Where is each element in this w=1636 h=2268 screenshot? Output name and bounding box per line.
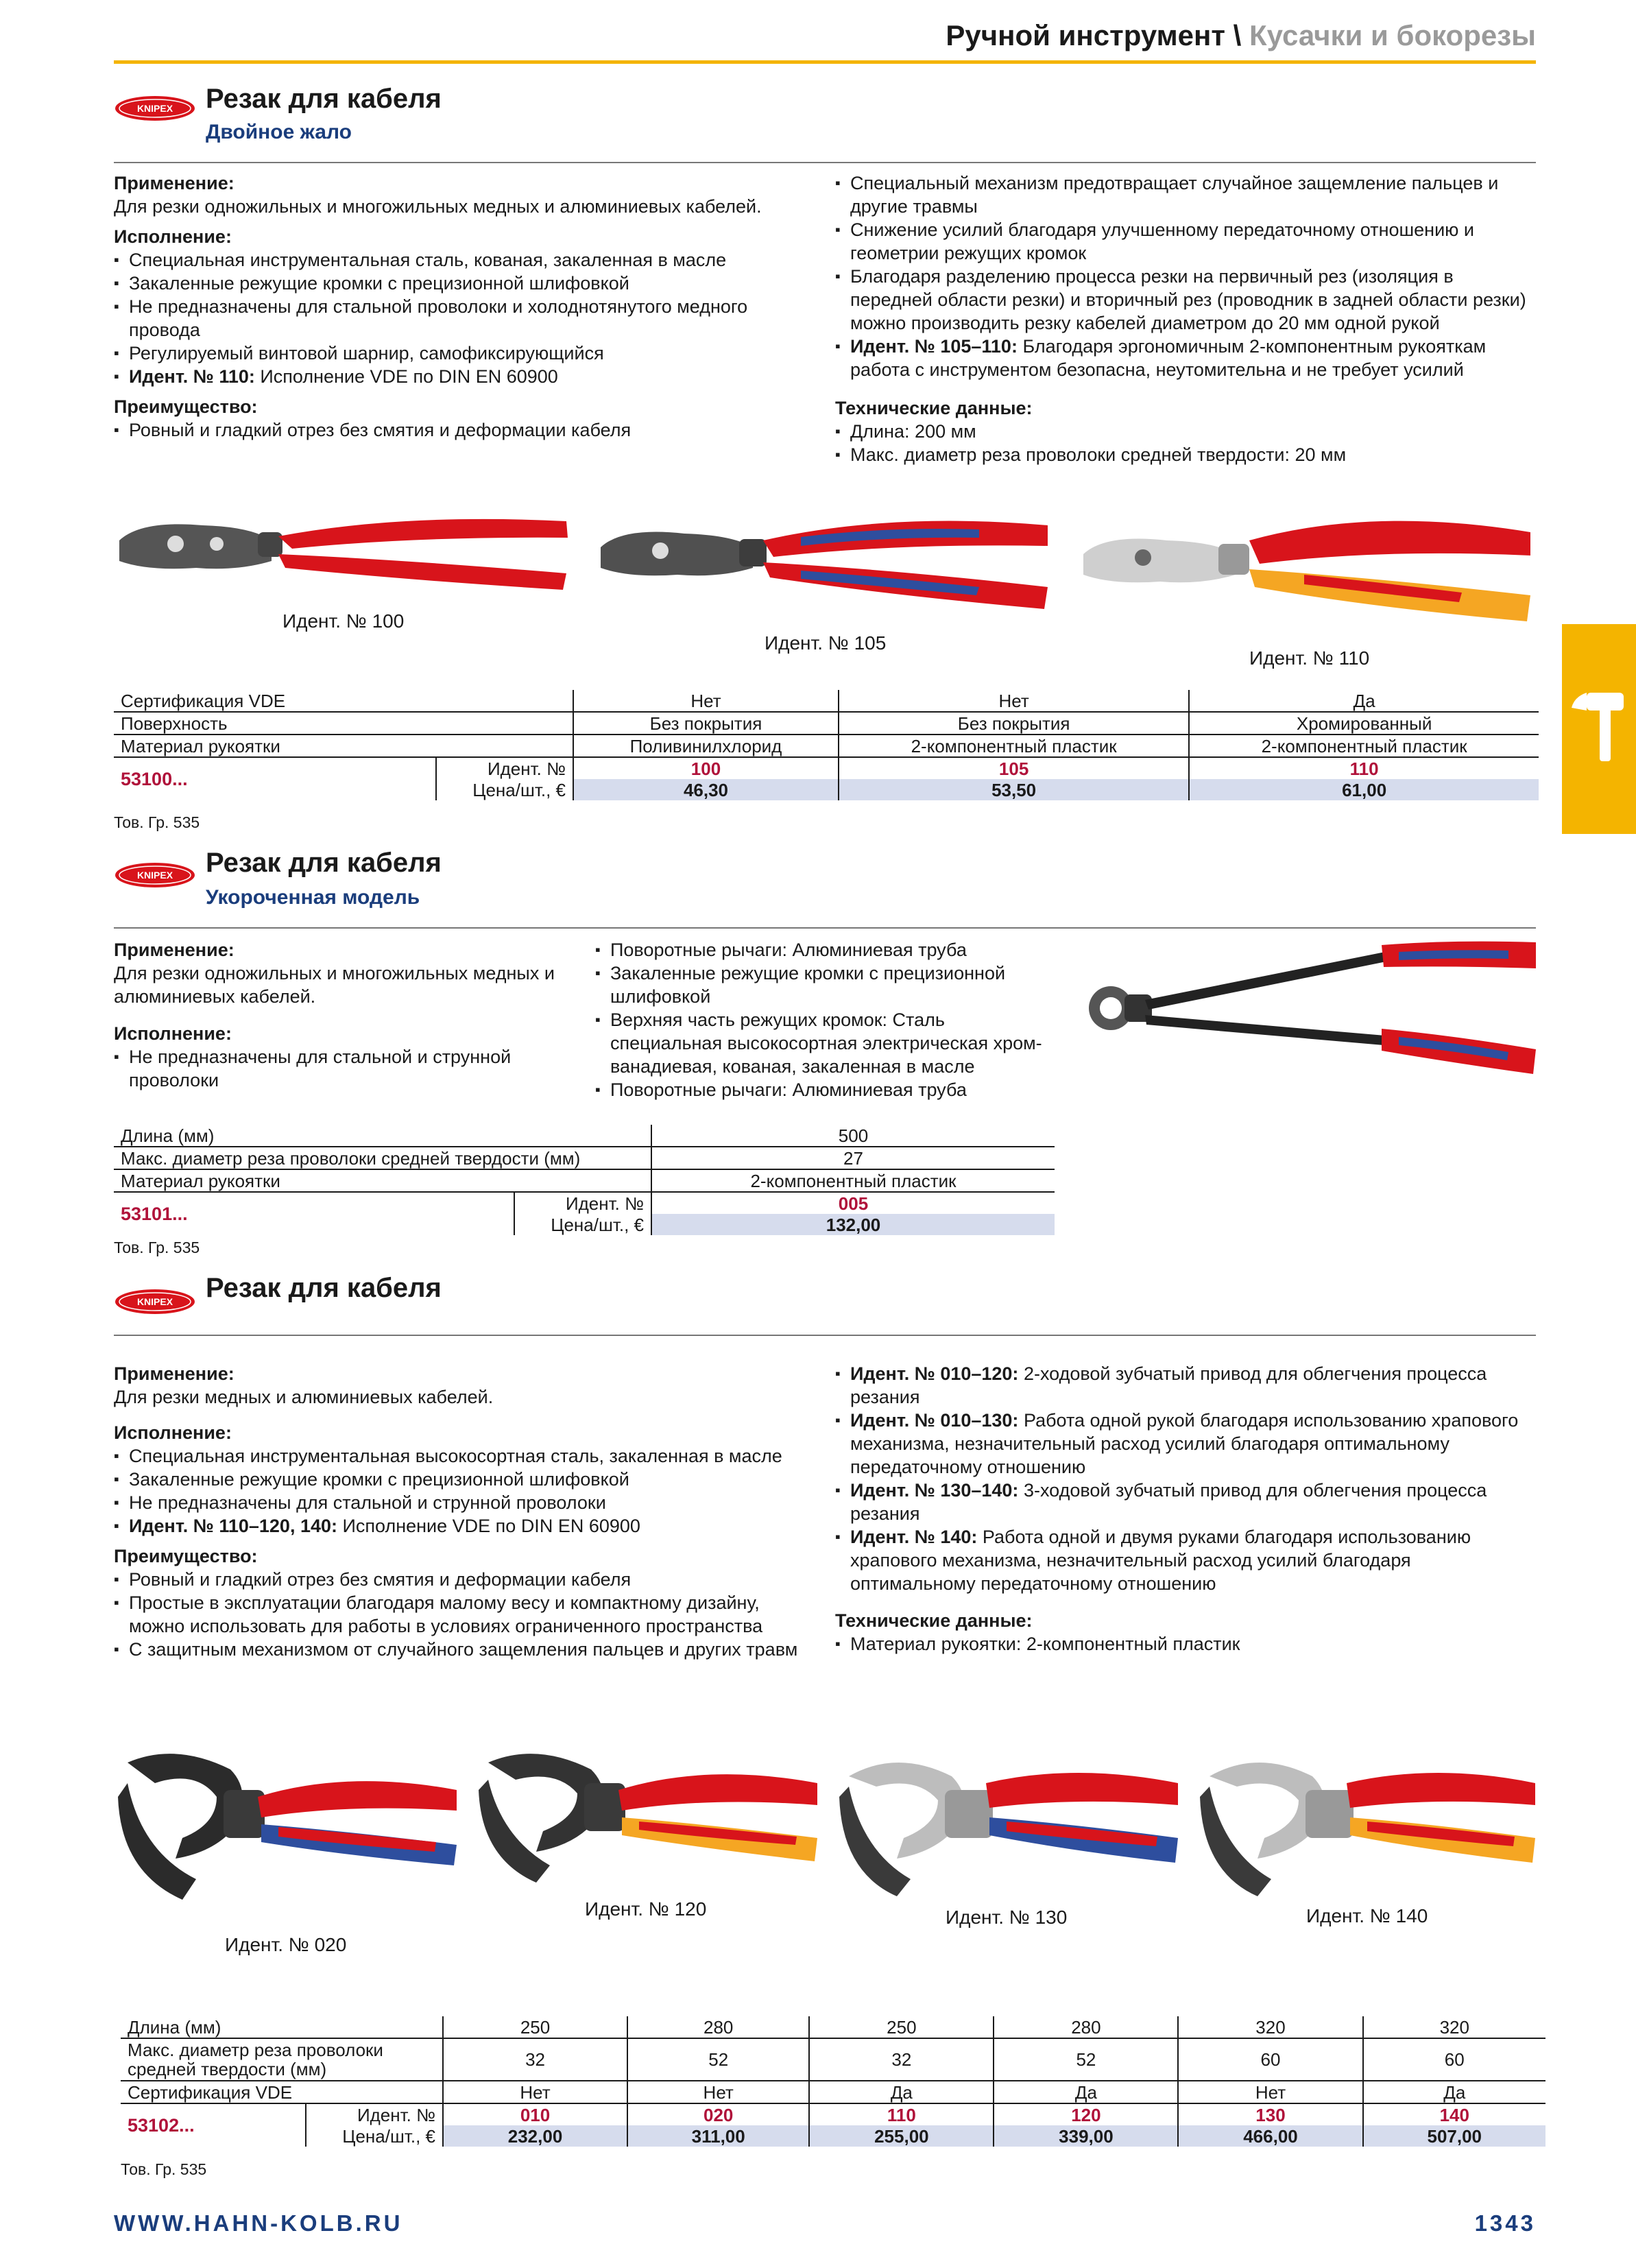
design-heading: Исполнение:	[114, 1023, 232, 1044]
cell: 52	[627, 2038, 809, 2081]
article-number[interactable]: 53102...	[128, 2115, 195, 2136]
product-image-005	[1070, 933, 1543, 1084]
row-label: Макс. диаметр реза проволоки средней твердости (мм)	[114, 1147, 651, 1169]
bold-prefix: Идент. № 010–120:	[850, 1363, 1019, 1384]
cell: Поливинилхлорид	[573, 735, 839, 757]
knipex-logo	[114, 861, 196, 889]
application-text: Для резки одножильных и многожильных медных и алюминиевых кабелей.	[114, 963, 555, 1007]
bold-prefix: Идент. № 010–130:	[850, 1410, 1019, 1431]
header-category: Ручной инструмент	[946, 19, 1225, 51]
price-cell: 255,00	[809, 2125, 994, 2147]
caption-120: Идент. № 120	[585, 1898, 707, 1920]
ident-cell[interactable]: 110	[1189, 757, 1539, 779]
advantage-list	[114, 418, 806, 442]
caption-110: Идент. № 110	[1249, 647, 1370, 669]
product-image-100	[114, 506, 573, 602]
design-list	[114, 1045, 580, 1092]
price-cell: 61,00	[1189, 779, 1539, 800]
section3-right-text	[835, 1362, 1536, 1662]
item-text: Исполнение VDE по DIN EN 60900	[342, 1516, 640, 1536]
section3-title: Резак для кабеля	[206, 1273, 442, 1303]
page-header	[946, 19, 1536, 52]
table-row	[114, 1169, 1055, 1192]
application-text: Для резки одножильных и многожильных медных и алюминиевых кабелей.	[114, 196, 762, 217]
page-number: 1343	[1474, 2210, 1536, 2236]
cell: 60	[1178, 2038, 1362, 2081]
price-cell: 46,30	[573, 779, 839, 800]
table-row	[114, 690, 1539, 712]
list-item: ▪ Не предназначены для стальной и струнной проволоки	[114, 1045, 580, 1092]
table-row	[121, 2016, 1545, 2038]
list-item: ▪ Закаленные режущие кромки с прецизионной шлифовкой	[595, 962, 1048, 1008]
ident-cell[interactable]: 005	[651, 1192, 1055, 1214]
product-image-105	[595, 506, 1055, 616]
section1-rule	[114, 162, 1536, 163]
price-cell: 339,00	[994, 2125, 1178, 2147]
cell: Хромированный	[1189, 712, 1539, 735]
cell: Нет	[1178, 2081, 1362, 2103]
svg-text:KNIPEX: KNIPEX	[136, 1296, 173, 1307]
list-item: ▪ Регулируемый винтовой шарнир, самофиксирующийся	[114, 342, 806, 365]
list-item: ▪ Материал рукоятки: 2-компонентный пластик	[835, 1632, 1536, 1656]
row-label: Длина (мм)	[121, 2016, 443, 2038]
section1-tov-gr: Тов. Гр. 535	[114, 813, 200, 831]
section1-left-text	[114, 171, 806, 449]
product-image-130	[835, 1742, 1185, 1907]
section1-right-text	[835, 171, 1536, 473]
caption-100: Идент. № 100	[282, 610, 405, 632]
header-rule	[114, 60, 1536, 64]
list-item	[835, 1525, 1536, 1595]
table-row	[114, 735, 1539, 757]
price-cell: 132,00	[651, 1214, 1055, 1235]
cell: 280	[994, 2016, 1178, 2038]
table-row	[114, 712, 1539, 735]
cell: 32	[809, 2038, 994, 2081]
cell: Да	[809, 2081, 994, 2103]
list-item: ▪ Поворотные рычаги: Алюминиевая труба	[595, 1078, 1048, 1101]
row-label: Сертификация VDE	[121, 2081, 443, 2103]
cell: 60	[1363, 2038, 1545, 2081]
ident-cell[interactable]: 010	[443, 2103, 627, 2125]
design-heading: Исполнение:	[114, 226, 232, 247]
advantage-heading: Преимущество:	[114, 1546, 258, 1566]
tech-list	[835, 1632, 1536, 1656]
ident-cell[interactable]: 105	[839, 757, 1189, 779]
list-item	[114, 1514, 806, 1538]
design-list	[114, 1444, 806, 1538]
list-item	[835, 1479, 1536, 1525]
knipex-logo	[114, 95, 196, 122]
cell: 2-компонентный пластик	[651, 1169, 1055, 1192]
list-item: ▪ Простые в эксплуатации благодаря малому весу и компактному дизайну, можно использовать для работы в условиях ограниченного пространства	[114, 1591, 806, 1638]
item-text: Исполнение VDE по DIN EN 60900	[260, 366, 558, 387]
row-label: Материал рукоятки	[114, 735, 573, 757]
list-item	[114, 365, 806, 388]
caption-105: Идент. № 105	[765, 632, 887, 654]
list-item: ▪ Не предназначены для стальной и струнной проволоки	[114, 1491, 806, 1514]
section2-spec-table	[114, 1125, 1055, 1235]
caption-020: Идент. № 020	[225, 1934, 347, 1955]
section1-spec-table	[114, 690, 1539, 800]
application-heading: Применение:	[114, 940, 234, 960]
item-text: Работа одной и двумя руками благодаря использованию храпового механизма, незначительный расход усилий благодаря оптимальному передаточному отношению	[850, 1527, 1471, 1594]
list-item: ▪ Специальная инструментальная высокосортная сталь, закаленная в масле	[114, 1444, 806, 1468]
product-image-020	[114, 1742, 464, 1920]
header-subcategory: Кусачки и бокорезы	[1249, 19, 1536, 51]
svg-text:KNIPEX: KNIPEX	[136, 103, 173, 114]
article-number[interactable]: 53101...	[121, 1204, 188, 1224]
cell: Нет	[627, 2081, 809, 2103]
cell: 250	[809, 2016, 994, 2038]
cell: Нет	[573, 690, 839, 712]
section2-title: Резак для кабеля	[206, 848, 442, 878]
svg-text:KNIPEX: KNIPEX	[136, 870, 173, 881]
footer-url[interactable]: WWW.HAHN-KOLB.RU	[114, 2210, 403, 2236]
ident-cell[interactable]: 130	[1178, 2103, 1362, 2125]
list-item: ▪ Верхняя часть режущих кромок: Сталь специальная высокосортная электрическая хром-ванадиевая, кованая, закаленная в масле	[595, 1008, 1048, 1078]
table-row	[114, 1147, 1055, 1169]
application-heading: Применение:	[114, 173, 234, 193]
list-item: ▪ Снижение усилий благодаря улучшенному передаточному отношению и геометрии режущих кромок	[835, 218, 1536, 265]
cell: 280	[627, 2016, 809, 2038]
cell: 52	[994, 2038, 1178, 2081]
ident-label: Идент. №	[436, 757, 573, 779]
item-text: Благодаря эргономичным 2-компонентным рукояткам работа с инструментом безопасна, неутомительна и не требует усилий	[850, 336, 1487, 380]
list-item	[835, 1362, 1536, 1409]
table-row	[121, 2103, 1545, 2125]
list-item: ▪ Закаленные режущие кромки с прецизионной шлифовкой	[114, 272, 806, 295]
cell: 250	[443, 2016, 627, 2038]
price-cell: 466,00	[1178, 2125, 1362, 2147]
section2-mid-text	[595, 938, 1048, 1108]
price-cell: 232,00	[443, 2125, 627, 2147]
table-row	[121, 2081, 1545, 2103]
row-label: Макс. диаметр реза проволоки средней твердости (мм)	[121, 2038, 443, 2081]
ident-cell[interactable]: 100	[573, 757, 839, 779]
feature-list	[835, 171, 1536, 381]
bold-prefix: Идент. № 140:	[850, 1527, 978, 1547]
section2-subtitle: Укороченная модель	[206, 886, 420, 909]
side-tab[interactable]	[1562, 624, 1636, 834]
list-item: ▪ Поворотные рычаги: Алюминиевая труба	[595, 938, 1048, 962]
ident-cell[interactable]: 120	[994, 2103, 1178, 2125]
section2-tov-gr: Тов. Гр. 535	[114, 1239, 200, 1256]
tech-heading: Технические данные:	[835, 1610, 1033, 1631]
ident-cell[interactable]: 110	[809, 2103, 994, 2125]
application-text: Для резки медных и алюминиевых кабелей.	[114, 1387, 494, 1407]
feature-list	[595, 938, 1048, 1101]
product-image-110	[1078, 506, 1537, 630]
cell: 320	[1178, 2016, 1362, 2038]
advantage-list	[114, 1568, 806, 1661]
list-item: ▪ Специальный механизм предотвращает случайное защемление пальцев и другие травмы	[835, 171, 1536, 218]
cell: 2-компонентный пластик	[839, 735, 1189, 757]
item-text: Работа одной рукой благодаря использованию храпового механизма, незначительный расход усилий благодаря оптимальному передаточному отношению	[850, 1410, 1519, 1477]
price-cell: 53,50	[839, 779, 1189, 800]
list-item: ▪ Закаленные режущие кромки с прецизионной шлифовкой	[114, 1468, 806, 1491]
cell: Да	[994, 2081, 1178, 2103]
tech-heading: Технические данные:	[835, 398, 1033, 418]
price-label: Цена/шт., €	[436, 779, 573, 800]
cell: 500	[651, 1125, 1055, 1147]
design-list	[114, 248, 806, 388]
section2-left-text	[114, 938, 580, 1099]
caption-130: Идент. № 130	[946, 1907, 1068, 1928]
hammer-icon	[1562, 624, 1636, 834]
feature-list	[835, 1362, 1536, 1595]
list-item: ▪ Ровный и гладкий отрез без смятия и деформации кабеля	[114, 418, 806, 442]
application-heading: Применение:	[114, 1363, 234, 1384]
ident-cell[interactable]: 020	[627, 2103, 809, 2125]
row-label: Сертификация VDE	[114, 690, 573, 712]
table-row	[114, 1125, 1055, 1147]
cell: Нет	[839, 690, 1189, 712]
section2-rule	[114, 927, 1536, 929]
ident-label: Идент. №	[306, 2103, 443, 2125]
row-label: Длина (мм)	[114, 1125, 651, 1147]
price-label: Цена/шт., €	[514, 1214, 651, 1235]
table-row	[114, 757, 1539, 779]
list-item	[835, 1409, 1536, 1479]
cell: 32	[443, 2038, 627, 2081]
section1-subtitle: Двойное жало	[206, 121, 352, 143]
list-item: ▪ Благодаря разделению процесса резки на первичный рез (изоляция в передней области резки) и вторичный рез (проводник в задней области резки) можно производить резку кабелей диаметром до 20 мм одной рукой	[835, 265, 1536, 335]
price-cell: 507,00	[1363, 2125, 1545, 2147]
header-separator: \	[1233, 19, 1242, 51]
list-item: ▪ Макс. диаметр реза проволоки средней твердости: 20 мм	[835, 443, 1536, 466]
tech-list	[835, 420, 1536, 466]
cell: 27	[651, 1147, 1055, 1169]
table-row	[121, 2125, 1545, 2147]
section3-left-text	[114, 1362, 806, 1668]
item-text: 3-ходовой зубчатый привод для облегчения процесса резания	[850, 1480, 1487, 1524]
table-row	[114, 1192, 1055, 1214]
ident-label: Идент. №	[514, 1192, 651, 1214]
caption-140: Идент. № 140	[1306, 1905, 1428, 1926]
article-number[interactable]: 53100...	[121, 769, 188, 789]
knipex-logo	[114, 1288, 196, 1315]
list-item: ▪ Специальная инструментальная сталь, кованая, закаленная в масле	[114, 248, 806, 272]
product-image-120	[474, 1742, 824, 1900]
ident-cell[interactable]: 140	[1363, 2103, 1545, 2125]
bold-prefix: Идент. № 110:	[129, 366, 255, 387]
cell: 2-компонентный пластик	[1189, 735, 1539, 757]
cell: Нет	[443, 2081, 627, 2103]
list-item: ▪ Длина: 200 мм	[835, 420, 1536, 443]
list-item: ▪ Ровный и гладкий отрез без смятия и деформации кабеля	[114, 1568, 806, 1591]
price-cell: 311,00	[627, 2125, 809, 2147]
design-heading: Исполнение:	[114, 1422, 232, 1443]
cell: Без покрытия	[573, 712, 839, 735]
list-item	[835, 335, 1536, 381]
section3-tov-gr: Тов. Гр. 535	[121, 2160, 207, 2178]
bold-prefix: Идент. № 130–140:	[850, 1480, 1019, 1501]
product-image-140	[1196, 1742, 1539, 1907]
list-item: ▪ Не предназначены для стальной проволоки и холоднотянутого медного провода	[114, 295, 806, 342]
list-item: ▪ С защитным механизмом от случайного защемления пальцев и других травм	[114, 1638, 806, 1661]
section3-rule	[114, 1335, 1536, 1336]
item-text: 2-ходовой зубчатый привод для облегчения процесса резания	[850, 1363, 1487, 1407]
price-label: Цена/шт., €	[306, 2125, 443, 2147]
cell: Да	[1189, 690, 1539, 712]
bold-prefix: Идент. № 110–120, 140:	[129, 1516, 337, 1536]
section3-spec-table	[121, 2016, 1545, 2147]
row-label: Поверхность	[114, 712, 573, 735]
cell: 320	[1363, 2016, 1545, 2038]
advantage-heading: Преимущество:	[114, 396, 258, 417]
row-label: Материал рукоятки	[114, 1169, 651, 1192]
cell: Да	[1363, 2081, 1545, 2103]
section1-title: Резак для кабеля	[206, 84, 442, 114]
cell: Без покрытия	[839, 712, 1189, 735]
bold-prefix: Идент. № 105–110:	[850, 336, 1018, 357]
table-row	[121, 2038, 1545, 2081]
